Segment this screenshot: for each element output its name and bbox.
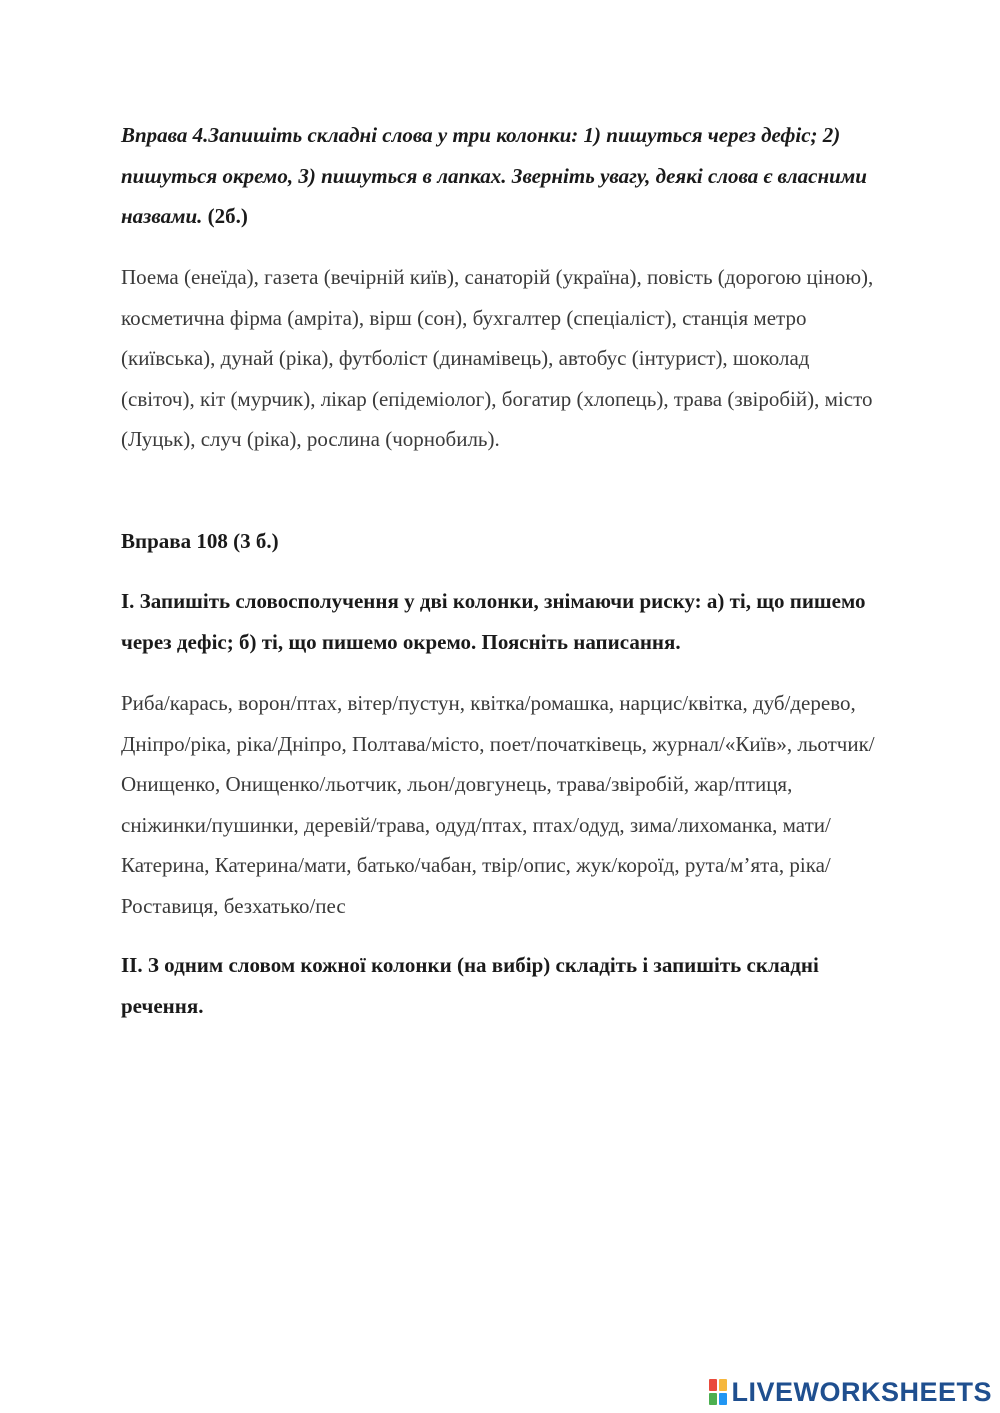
liveworksheets-logo-icon [709,1379,727,1405]
exercise-4-instruction: Вправа 4.Запишіть складні слова у три колонки: 1) пишуться через дефіс; 2) пишуться окремо, 3) пишуться в лапках. Зверніть увагу, деякі слова є власними назвами. [121,123,867,228]
exercise-108-title: Вправа 108 (3 б.) [121,529,279,553]
exercise-4-title [121,115,881,237]
exercise-4-word-list: Поема (енеїда), газета (вечірній київ), санаторій (україна), повість (дорогою ціною), косметична фірма (амріта), вірш (сон), бухгалтер (спеціаліст), станція метро (київська), дунай (ріка), футболіст (динамівець), автобус (інтурист), шоколад (світоч), кіт (мурчик), лікар (епідеміолог), богатир (хлопець), трава (звіробій), місто (Луцьк), случ (ріка), рослина (чорнобиль). [121,265,874,451]
liveworksheets-brand: LIVEWORKSHEETS [731,1377,992,1407]
liveworksheets-logo [709,1377,992,1407]
exercise-108-task-1: І. Запишіть словосполучення у дві колонки, знімаючи риску: а) ті, що пишемо через дефіс; б) ті, що пишемо окремо. Поясніть написання. [121,589,866,654]
logo-square-2 [719,1379,727,1391]
logo-square-1 [709,1379,717,1391]
exercise-108-word-list: Риба/карась, ворон/птах, вітер/пустун, квітка/ромашка, нарцис/квітка, дуб/дерево, Дніпро/ріка, ріка/Дніпро, Полтава/місто, поет/початківець, журнал/«Київ», льотчик/Онищенко, Онищенко/льотчик, льон/довгунець, трава/звіробій, жар/птиця, сніжинки/пушинки, деревій/трава, одуд/птах, птах/одуд, зима/лихоманка, мати/Катерина, Катерина/мати, батько/чабан, твір/опис, жук/короїд, рута/м’ята, ріка/Роставиця, безхатько/пес [121,691,875,918]
exercise-108-task-2: ІІ. З одним словом кожної колонки (на вибір) складіть і запишіть складні речення. [121,953,819,1018]
logo-square-3 [709,1393,717,1405]
exercise-4-points: (2б.) [207,204,248,228]
logo-square-4 [719,1393,727,1405]
